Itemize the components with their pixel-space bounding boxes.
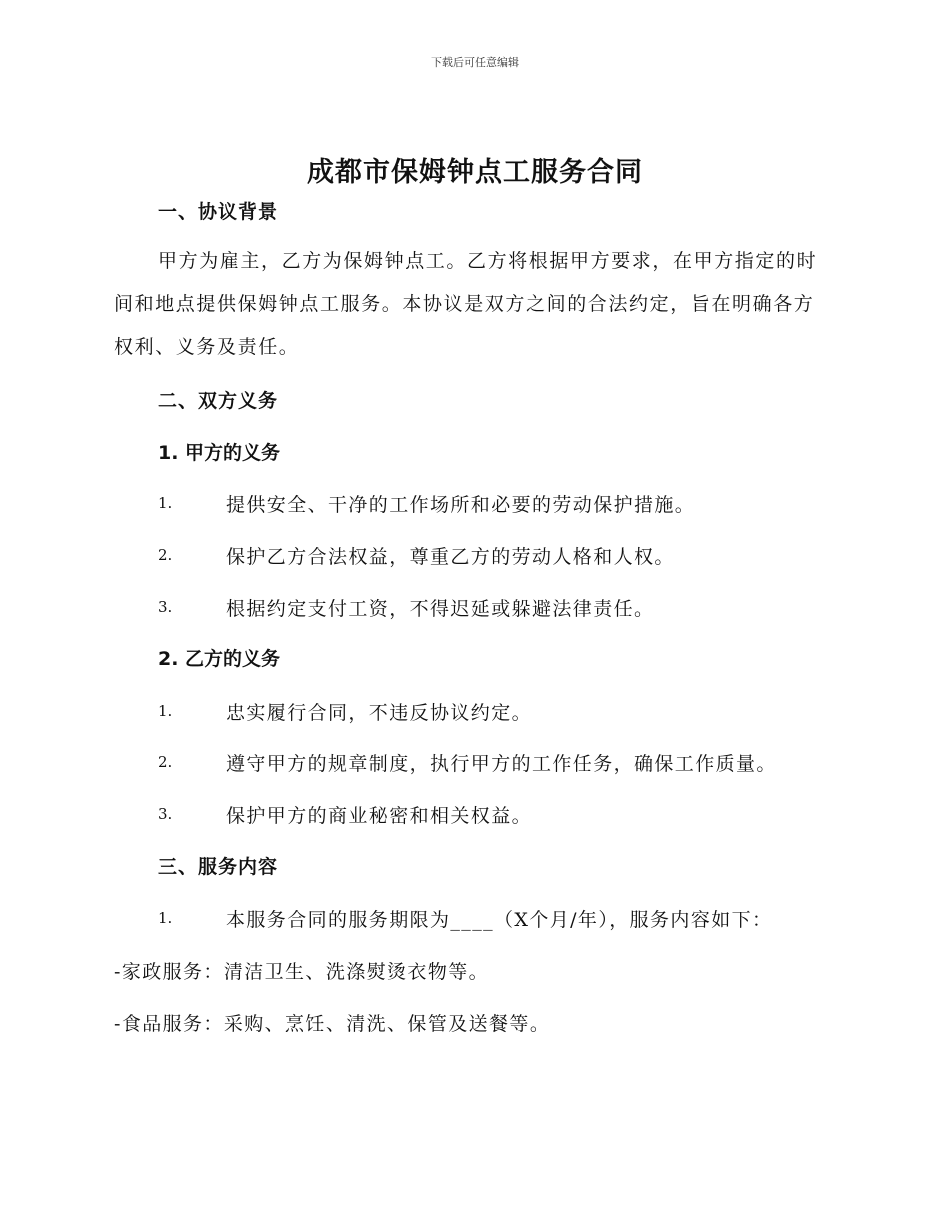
header-note: 下载后可任意编辑: [431, 56, 519, 69]
party-b-duties-heading: 2. 乙方的义务: [158, 648, 281, 670]
list-item: 根据约定支付工资，不得迟延或躲避法律责任。: [226, 598, 655, 620]
list-item: 忠实履行合同，不违反协议约定。: [226, 702, 533, 724]
list-item: 遵守甲方的规章制度，执行甲方的工作任务，确保工作质量。: [226, 753, 777, 775]
list-item: 提供安全、干净的工作场所和必要的劳动保护措施。: [226, 494, 696, 516]
list-item: 保护甲方的商业秘密和相关权益。: [226, 805, 533, 827]
document-title: 成都市保姆钟点工服务合同: [307, 157, 643, 188]
party-a-duties-heading: 1. 甲方的义务: [158, 442, 281, 464]
service-item: -食品服务：采购、烹饪、清洗、保管及送餐等。: [114, 1013, 551, 1035]
section-1-paragraph: 甲方为雇主，乙方为保姆钟点工。乙方将根据甲方要求，在甲方指定的时间和地点提供保姆钟点工服务。本协议是双方之间的合法约定，旨在明确各方权利、义务及责任。: [114, 250, 818, 358]
list-item-number: 2.: [158, 753, 173, 771]
section-2-heading: 二、双方义务: [158, 390, 279, 412]
section-1-heading: 一、协议背景: [158, 201, 279, 223]
list-item-number: 3.: [158, 805, 173, 823]
list-item-number: 1.: [158, 494, 173, 512]
list-item: 保护乙方合法权益，尊重乙方的劳动人格和人权。: [226, 546, 675, 568]
section-3-heading: 三、服务内容: [158, 856, 279, 878]
list-item-number: 1.: [158, 702, 173, 720]
list-item: 本服务合同的服务期限为____（X个月/年），服务内容如下：: [226, 909, 773, 931]
list-item-number: 3.: [158, 598, 173, 616]
list-item-number: 2.: [158, 546, 173, 564]
service-item: -家政服务：清洁卫生、洗涤熨烫衣物等。: [114, 961, 490, 983]
list-item-number: 1.: [158, 909, 173, 927]
